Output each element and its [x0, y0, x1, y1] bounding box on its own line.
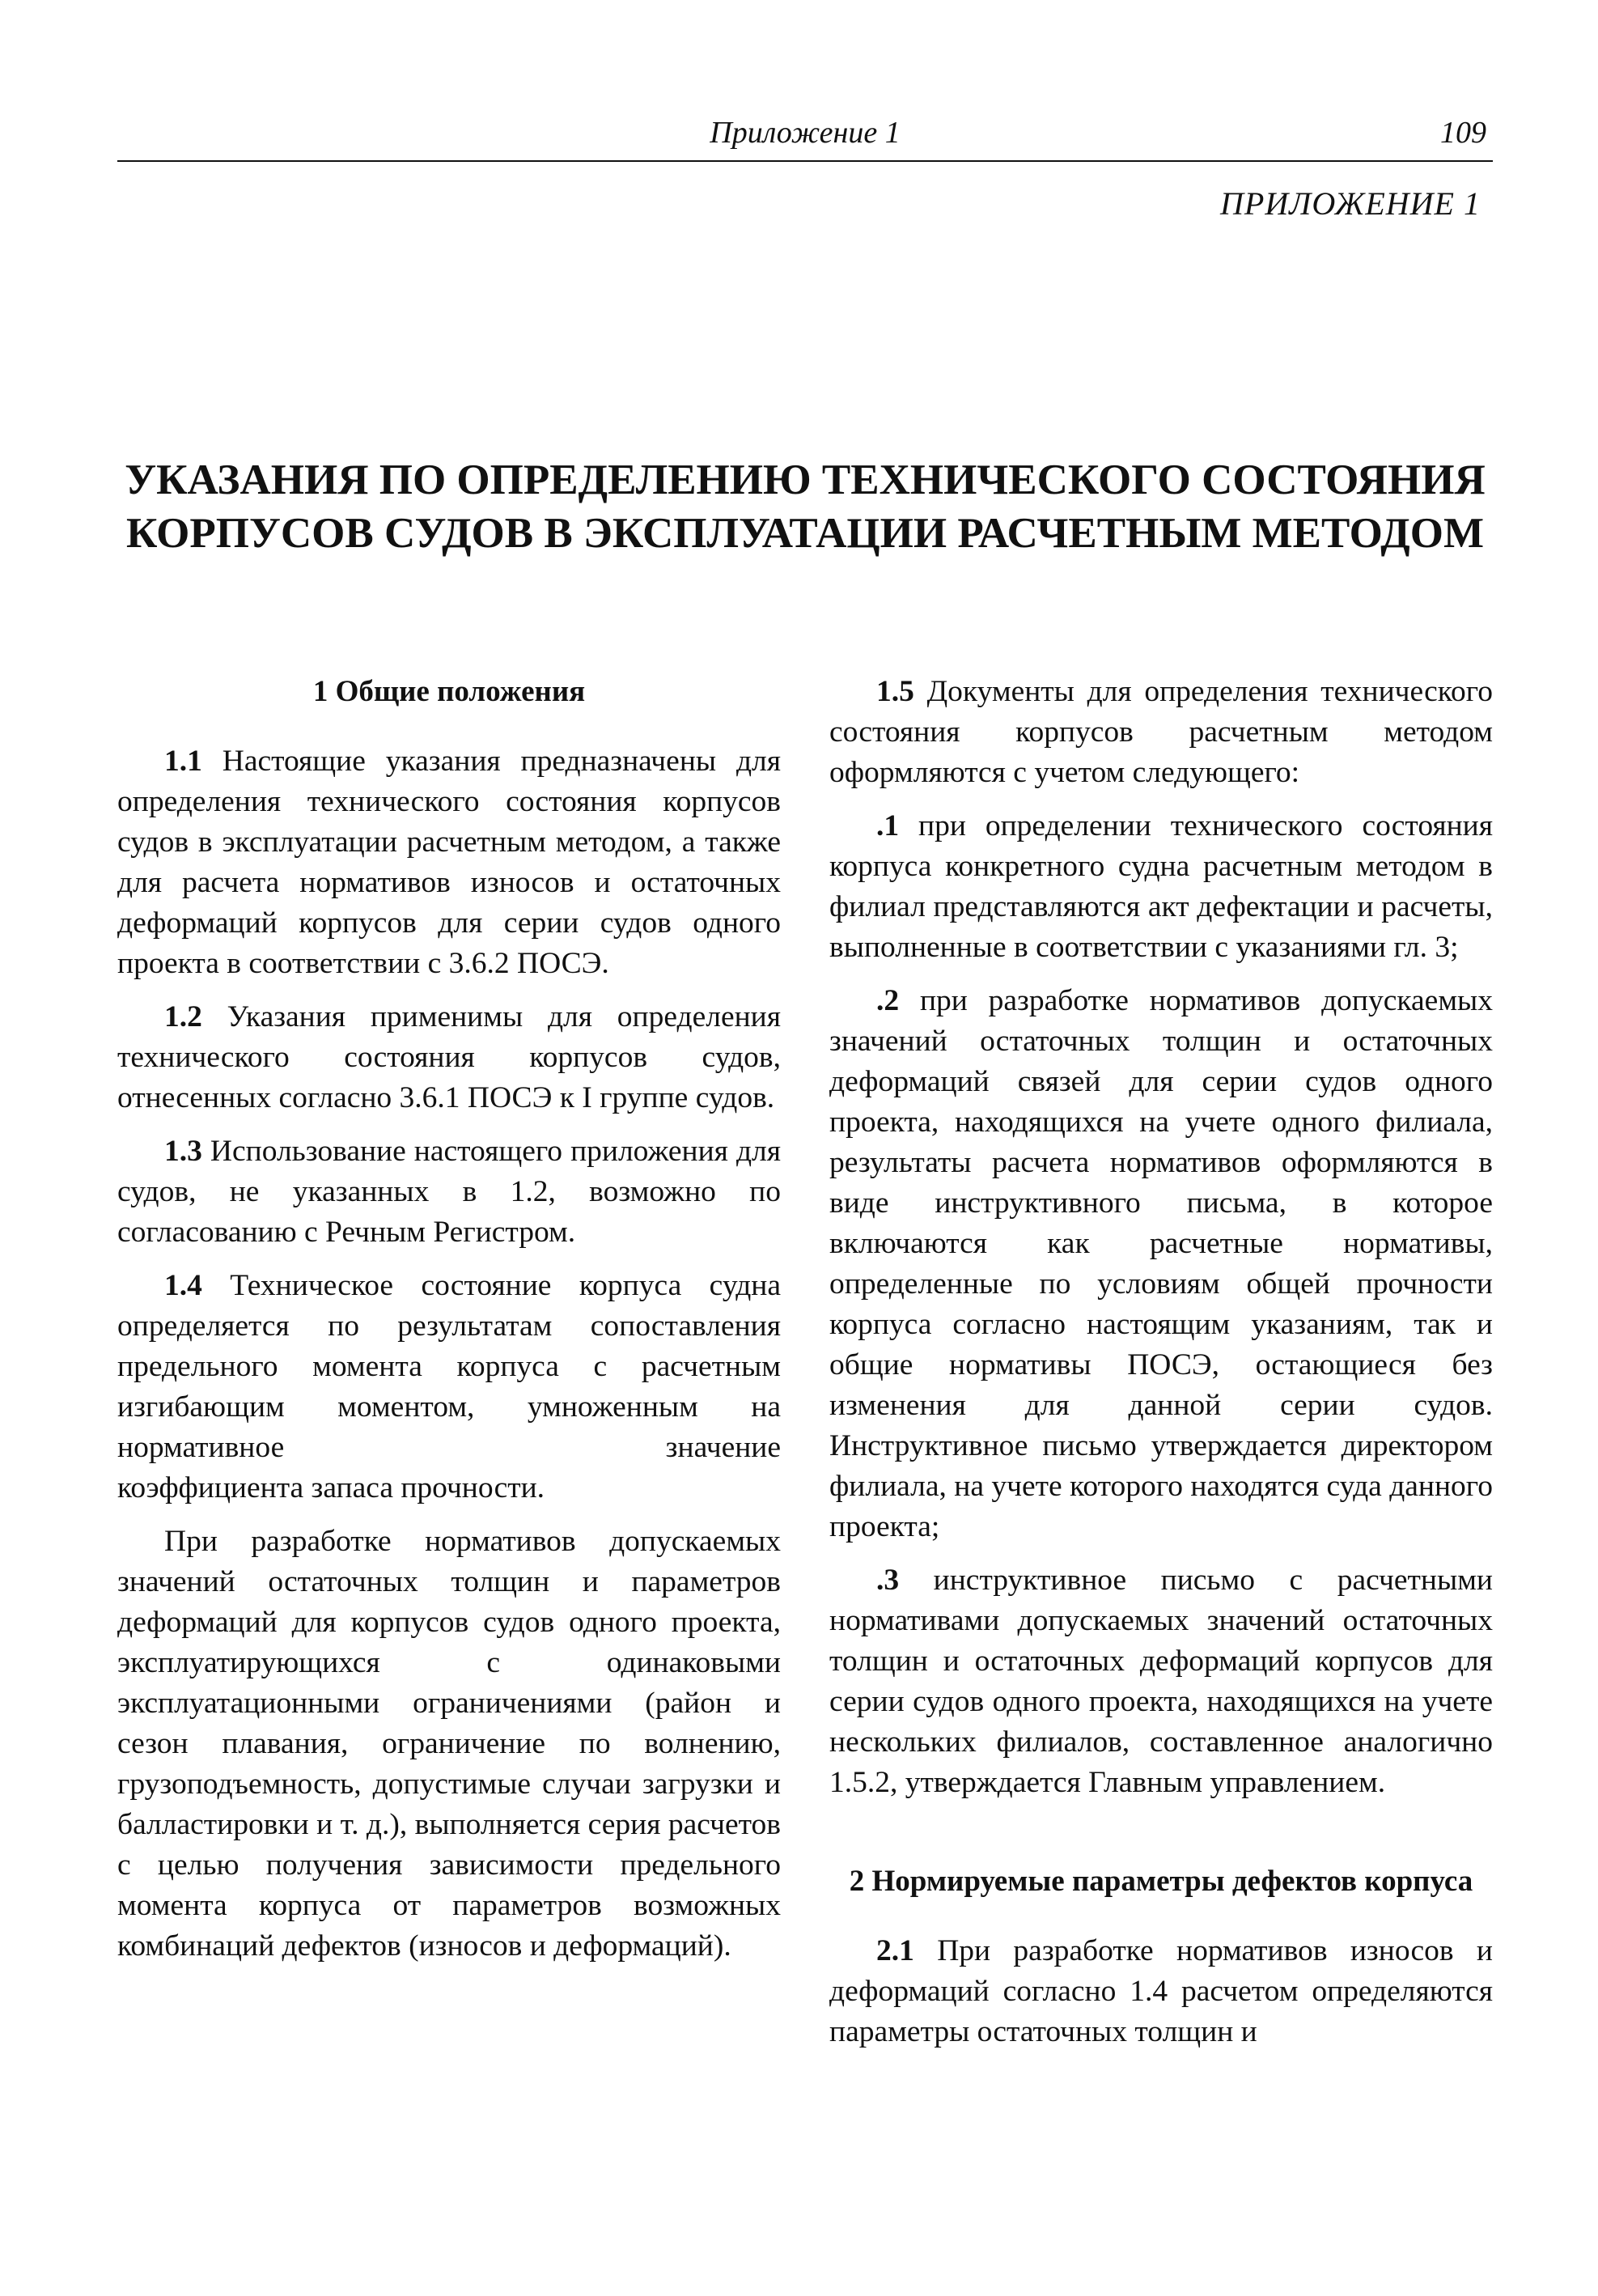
clause-number: .3 [876, 1564, 900, 1597]
subclause-1-5-3 [829, 1560, 1493, 1803]
section-2-heading: 2 Нормируемые параметры дефектов корпуса [849, 1865, 1473, 1898]
subclause-1-5-1 [829, 806, 1493, 968]
clause-number: 1.4 [164, 1269, 202, 1302]
running-head-title: Приложение 1 [710, 116, 901, 150]
page-number: 109 [1440, 116, 1486, 150]
clause-number: .2 [876, 984, 900, 1017]
paragraph-text: при разработке нормативов допускаемых значений остаточных толщин и остаточных деформаций связей для серии судов одного проекта, находящихся на учете одного филиала, результаты расчета нормативов оформляются в виде инструктивного письма, в которое включаются как расчетные нормативы, определенные по условиям общей прочности корпуса согласно настоящим указаниям, так и общие нормативы ПОСЭ, остающиеся без изменения для данной серии судов. Инструктивное письмо утверждается директором филиала, на учете которого находятся суда данного проекта; [829, 984, 1493, 1543]
paragraph-text: Настоящие указания предназначены для определения технического состояния корпусов судов в эксплуатации расчетным методом, а также для расчета нормативов износов и остаточных деформаций корпусов для серии судов одного проекта в соответствии с 3.6.2 ПОСЭ. [117, 745, 781, 980]
left-column [117, 672, 781, 1980]
paragraph-1-1 [117, 741, 781, 984]
clause-number: 2.1 [876, 1934, 914, 1967]
clause-number: 1.5 [876, 675, 914, 708]
right-column [829, 672, 1493, 2065]
paragraph-1-3 [117, 1131, 781, 1253]
document-title-line-1: УКАЗАНИЯ ПО ОПРЕДЕЛЕНИЮ ТЕХНИЧЕСКОГО СОСТОЯНИЯ [125, 456, 1486, 503]
paragraph-text: Использование настоящего приложения для судов, не указанных в 1.2, возможно по согласованию с Речным Регистром. [117, 1135, 781, 1249]
paragraph-1-5 [829, 672, 1493, 793]
paragraph-1-4-continued: При разработке нормативов допускаемых значений остаточных толщин и параметров деформаций для корпусов судов одного проекта, эксплуатирующихся с одинаковыми эксплуатационными ограничениями (район и сезон плавания, ограничение по волнению, грузоподъемность, допустимые случаи загрузки и балластировки и т. д.), выполняется серия расчетов с целью получения зависимости предельного момента корпуса от параметров возможных комбинаций дефектов (износов и деформаций). [117, 1525, 781, 1963]
section-1-heading: 1 Общие положения [312, 675, 586, 708]
running-head [117, 112, 1493, 162]
clause-number: .1 [876, 809, 900, 842]
paragraph-1-4-end: коэффициента запаса прочности. [117, 1471, 545, 1504]
paragraph-text: при определении технического состояния корпуса конкретного судна расчетным методом в филиал представляются акт дефектации и расчеты, выполненные в соответствии с указаниями гл. 3; [829, 809, 1493, 964]
paragraph-text: Техническое состояние корпуса судна определяется по результатам сопоставления предельного момента корпуса с расчетным изгибающим моментом, умноженным на нормативное значение [117, 1269, 781, 1464]
paragraph-text: инструктивное письмо с расчетными нормативами допускаемых значений остаточных толщин и остаточных деформаций корпусов для серии судов одного проекта, находящихся на учете нескольких филиалов, составленное аналогично 1.5.2, утверждается Главным управлением. [829, 1564, 1493, 1799]
subclause-1-5-2 [829, 981, 1493, 1547]
paragraph-1-4 [117, 1266, 781, 1468]
paragraph-1-2 [117, 997, 781, 1118]
paragraph-text: Документы для определения технического состояния корпусов расчетным методом оформляются с учетом следующего: [829, 675, 1493, 789]
paragraph-text: Указания применимы для определения технического состояния корпусов судов, отнесенных согласно 3.6.1 ПОСЭ к I группе судов. [117, 1000, 781, 1114]
clause-number: 1.2 [164, 1000, 202, 1033]
clause-number: 1.1 [164, 745, 202, 778]
paragraph-2-1 [829, 1931, 1493, 2052]
clause-number: 1.3 [164, 1135, 202, 1168]
document-title [117, 453, 1493, 560]
paragraph-text: При разработке нормативов износов и деформаций согласно 1.4 расчетом определяются параметры остаточных толщин и [829, 1934, 1493, 2048]
document-title-line-2: КОРПУСОВ СУДОВ В ЭКСПЛУАТАЦИИ РАСЧЕТНЫМ МЕТОДОМ [126, 510, 1484, 557]
appendix-label: ПРИЛОЖЕНИЕ 1 [1220, 185, 1481, 222]
